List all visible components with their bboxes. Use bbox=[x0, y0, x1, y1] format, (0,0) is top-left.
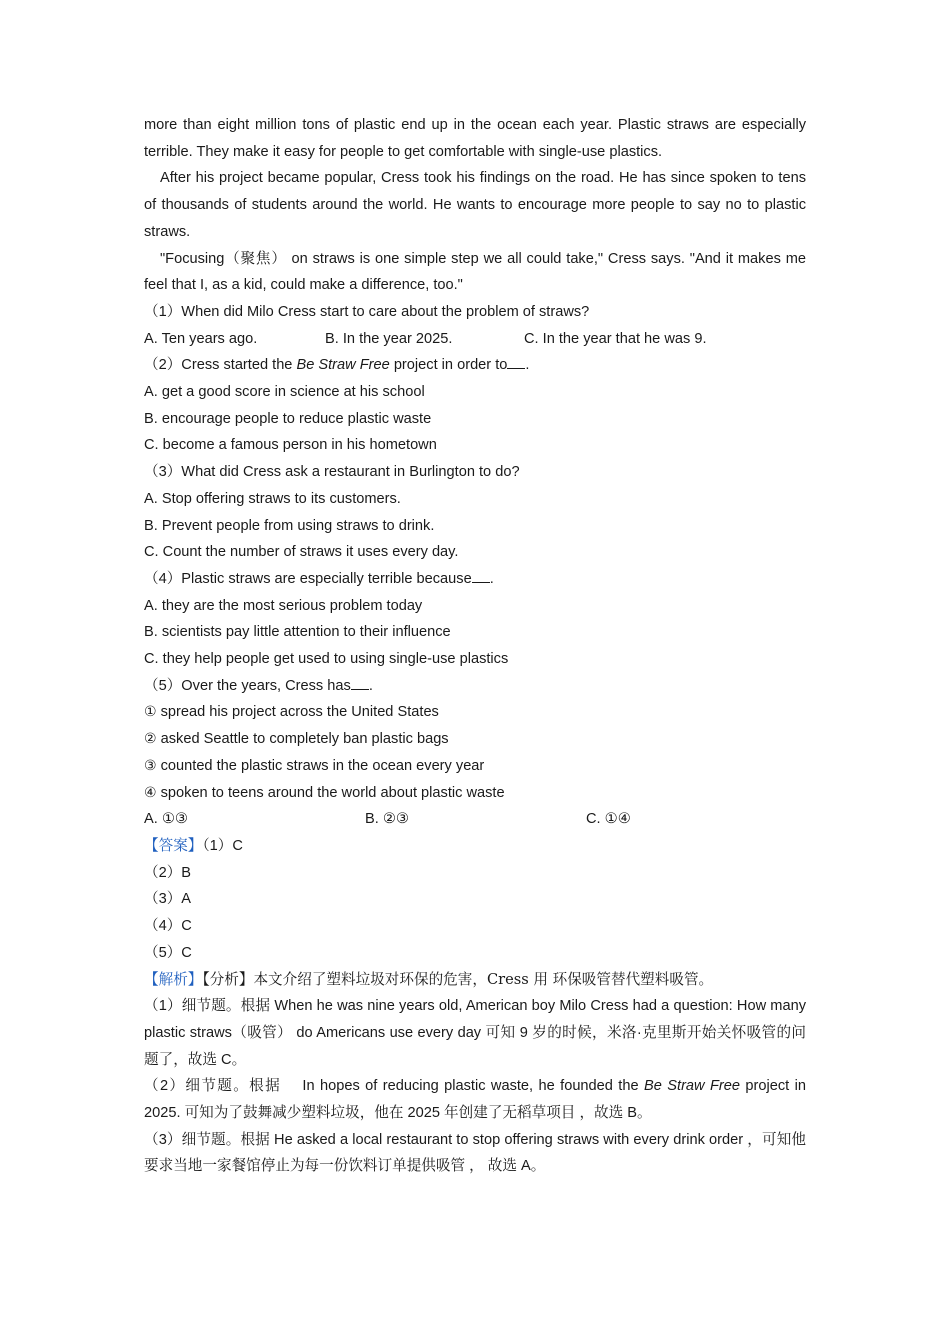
question-4-stem-text: （4）Plastic straws are especially terrible because bbox=[144, 570, 472, 587]
analysis-2-title: Be Straw Free bbox=[644, 1078, 740, 1095]
item-3-text: counted the plastic straws in the ocean every year bbox=[156, 757, 485, 774]
question-1-option-b: B. In the year 2025. bbox=[325, 330, 453, 347]
question-3-option-c: C. Count the number of straws it uses every day. bbox=[144, 544, 459, 561]
question-3-stem: （3）What did Cress ask a restaurant in Burlington to do? bbox=[144, 464, 520, 481]
question-5-options bbox=[144, 806, 806, 833]
passage-paragraph-3: "Focusing（聚焦） on straws is one simple step we all could take," Cress says. "And it makes me feel that I, as a kid, could make a difference, too." bbox=[144, 250, 806, 294]
question-4-stem bbox=[144, 566, 806, 593]
question-1-options bbox=[144, 326, 806, 353]
question-4-option-c: C. they help people get used to using single-use plastics bbox=[144, 651, 509, 668]
item-1-number: ① bbox=[144, 704, 157, 721]
passage-paragraph-2: After his project became popular, Cress took his findings on the road. He has since spoken to tens of thousands of students around the world. He wants to encourage more people to say no to plastic straws. bbox=[144, 170, 806, 240]
analysis-explanation-1: （1）细节题。根据 When he was nine years old, American boy Milo Cress had a question: How many plastic straws（吸管） do Americans use every day 可知 9 岁的时候，米洛·克里斯开始关怀吸管的问题了，故选 C。 bbox=[144, 998, 806, 1068]
question-2-stem-pre: （2）Cress started the bbox=[144, 357, 297, 374]
question-5-option-b: B. ②③ bbox=[365, 811, 410, 828]
question-3-option-a: A. Stop offering straws to its customers. bbox=[144, 490, 401, 507]
item-2-text: asked Seattle to completely ban plastic bags bbox=[156, 731, 449, 748]
question-2-stem-post: project in order to bbox=[389, 357, 508, 374]
question-2-stem-end: . bbox=[525, 357, 530, 374]
answer-5: （5）C bbox=[144, 944, 192, 961]
item-4-number: ④ bbox=[144, 784, 157, 801]
question-1-option-c: C. In the year that he was 9. bbox=[524, 330, 707, 347]
question-1-stem: （1）When did Milo Cress start to care about the problem of straws? bbox=[144, 303, 590, 320]
question-5-stem-text: （5）Over the years, Cress has bbox=[144, 677, 351, 694]
question-2-option-a: A. get a good score in science at his school bbox=[144, 384, 425, 401]
answer-3: （3）A bbox=[144, 891, 192, 908]
item-3-number: ③ bbox=[144, 757, 157, 774]
answer-4: （4）C bbox=[144, 918, 192, 935]
question-4-stem-end: . bbox=[489, 570, 494, 587]
question-5-option-a: A. ①③ bbox=[144, 811, 189, 828]
question-5-stem bbox=[144, 673, 806, 700]
analysis-intro-line bbox=[144, 967, 806, 994]
question-2-option-b: B. encourage people to reduce plastic waste bbox=[144, 410, 432, 427]
analysis-explanation-2 bbox=[144, 1073, 806, 1126]
question-5-stem-end: . bbox=[368, 677, 373, 694]
answer-blank bbox=[472, 568, 490, 583]
answer-2: （2）B bbox=[144, 864, 192, 881]
question-3-option-b: B. Prevent people from using straws to drink. bbox=[144, 517, 435, 534]
item-1-text: spread his project across the United States bbox=[156, 704, 439, 721]
question-4-option-b: B. scientists pay little attention to their influence bbox=[144, 624, 451, 641]
analysis-2-post: project in 2025. 可知为了鼓舞减少塑料垃圾，他在 2025 年创建了无稻草项目 ，故选 B。 bbox=[144, 1078, 806, 1122]
item-2-number: ② bbox=[144, 731, 157, 748]
question-2-stem-title: Be Straw Free bbox=[296, 357, 390, 374]
question-5-item-3 bbox=[144, 753, 806, 780]
passage-paragraph-1: more than eight million tons of plastic end up in the ocean each year. Plastic straws are especially terrible. They make it easy for people to get comfortable with single-use plastics. bbox=[144, 117, 806, 160]
question-5-item-2 bbox=[144, 726, 806, 753]
question-5-option-c: C. ①④ bbox=[586, 811, 631, 828]
answer-tag: 【答案】 bbox=[144, 837, 203, 854]
document-body bbox=[144, 112, 806, 1180]
analysis-2-pre: （2）细节题。根据 In hopes of reducing plastic waste, he founded the bbox=[144, 1078, 645, 1095]
question-5-item-1 bbox=[144, 699, 806, 726]
answer-blank bbox=[351, 675, 369, 690]
answer-line-1 bbox=[144, 833, 806, 860]
analysis-explanation-3: （3）细节题。根据 He asked a local restaurant to stop offering straws with every drink order ，可知他要求当地一家餐馆停止为每一份饮料订单提供吸管 ， 故选 A。 bbox=[144, 1131, 806, 1175]
item-4-text: spoken to teens around the world about plastic waste bbox=[156, 784, 505, 801]
question-5-item-4 bbox=[144, 780, 806, 807]
answer-blank bbox=[507, 354, 525, 369]
question-2-stem bbox=[144, 352, 806, 379]
question-2-option-c: C. become a famous person in his hometown bbox=[144, 437, 437, 454]
question-4-option-a: A. they are the most serious problem today bbox=[144, 597, 423, 614]
analysis-tag: 【解析】 bbox=[144, 970, 203, 988]
analysis-intro: 【分析】本文介绍了塑料垃圾对环保的危害，Cress 用 环保吸管替代塑料吸管。 bbox=[202, 970, 714, 988]
question-1-option-a: A. Ten years ago. bbox=[144, 330, 258, 347]
answer-1: （1）C bbox=[202, 837, 243, 854]
